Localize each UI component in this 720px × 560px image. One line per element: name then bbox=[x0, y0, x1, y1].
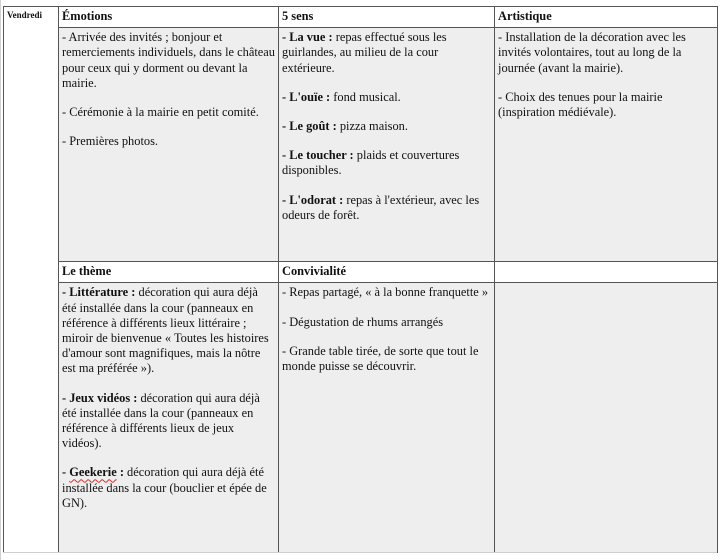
theme-item-geekerie bbox=[62, 465, 275, 511]
header-convivialite: Convivialité bbox=[279, 262, 495, 283]
header-5-sens: 5 sens bbox=[279, 7, 495, 28]
sens-text: fond musical. bbox=[330, 89, 401, 104]
empty-cell bbox=[495, 283, 718, 553]
day-label: Vendredi bbox=[7, 10, 43, 20]
sens-label: - L'ouïe : bbox=[282, 89, 331, 104]
day-cell bbox=[4, 7, 59, 553]
header-artistique: Artistique bbox=[495, 7, 718, 28]
theme-prefix: - bbox=[62, 390, 70, 405]
theme-item-litterature bbox=[62, 285, 275, 376]
header-theme: Le thème bbox=[59, 262, 279, 283]
sens-item-vue bbox=[282, 30, 491, 76]
page-bottom-rule bbox=[3, 552, 717, 553]
sens-label: - Le goût : bbox=[282, 119, 337, 134]
convivialite-cell bbox=[279, 283, 495, 553]
sens-text: plaids et couvertures disponibles. bbox=[282, 148, 460, 178]
convivialite-item: - Grande table tirée, de sorte que tout le monde puisse se découvrir. bbox=[282, 343, 479, 374]
emotions-item: - Premières photos. bbox=[62, 134, 159, 149]
sens-text: repas à l'extérieur, avec les odeurs de forêt. bbox=[282, 192, 480, 222]
emotions-item: - Arrivée des invités ; bonjour et remerciements individuels, dans le château pour ceux qui y dorment ou devant la mairie. bbox=[62, 30, 275, 90]
theme-label-spellcheck: Geekerie bbox=[69, 465, 117, 480]
theme-item-jeux-videos bbox=[62, 391, 275, 452]
convivialite-item: - Dégustation de rhums arrangés bbox=[282, 314, 444, 329]
planning-table bbox=[3, 6, 718, 553]
theme-label: Jeux vidéos : bbox=[69, 390, 138, 405]
sens-label: - La vue : bbox=[282, 30, 333, 45]
theme-text: décoration qui aura déjà été installée dans la cour (bouclier et épée de GN). bbox=[62, 465, 267, 510]
header-empty bbox=[495, 262, 718, 283]
artistique-item: - Installation de la décoration avec les invités volontaires, tout au long de la journée (avant la mairie). bbox=[498, 30, 686, 75]
artistique-cell bbox=[495, 28, 718, 262]
theme-label: Littérature : bbox=[69, 285, 136, 300]
emotions-cell bbox=[59, 28, 279, 262]
sens-label: - Le toucher : bbox=[282, 148, 354, 163]
sens-item-gout bbox=[282, 119, 491, 134]
sens-label: - L'odorat : bbox=[282, 192, 344, 207]
header-emotions: Émotions bbox=[59, 7, 279, 28]
theme-label-tail: : bbox=[116, 465, 124, 480]
artistique-item: - Choix des tenues pour la mairie (inspiration médiévale). bbox=[498, 89, 663, 120]
sens-item-ouie bbox=[282, 90, 491, 105]
page-edge bbox=[0, 0, 1, 560]
theme-cell bbox=[59, 283, 279, 553]
convivialite-item: - Repas partagé, « à la bonne franquette » bbox=[282, 285, 489, 300]
sens-cell bbox=[279, 28, 495, 262]
sens-text: pizza maison. bbox=[336, 119, 408, 134]
sens-text: repas effectué sous les guirlandes, au milieu de la cour extérieure. bbox=[282, 30, 447, 75]
theme-text: décoration qui aura déjà été installée dans la cour (panneaux en référence à différents lieux littéraire ; miroir de bienvenue « Toutes les histoires d'amour sont magnifiques, mais la nôtre est ma préférée »). bbox=[62, 285, 269, 376]
sens-item-odorat bbox=[282, 193, 491, 223]
theme-text: décoration qui aura déjà été installée dans la cour (panneaux en référence à différents lieux de jeux vidéos). bbox=[62, 390, 260, 451]
theme-prefix: - bbox=[62, 285, 70, 300]
sens-item-toucher bbox=[282, 148, 491, 178]
theme-prefix: - bbox=[62, 465, 70, 480]
emotions-item: - Cérémonie à la mairie en petit comité. bbox=[62, 105, 259, 120]
